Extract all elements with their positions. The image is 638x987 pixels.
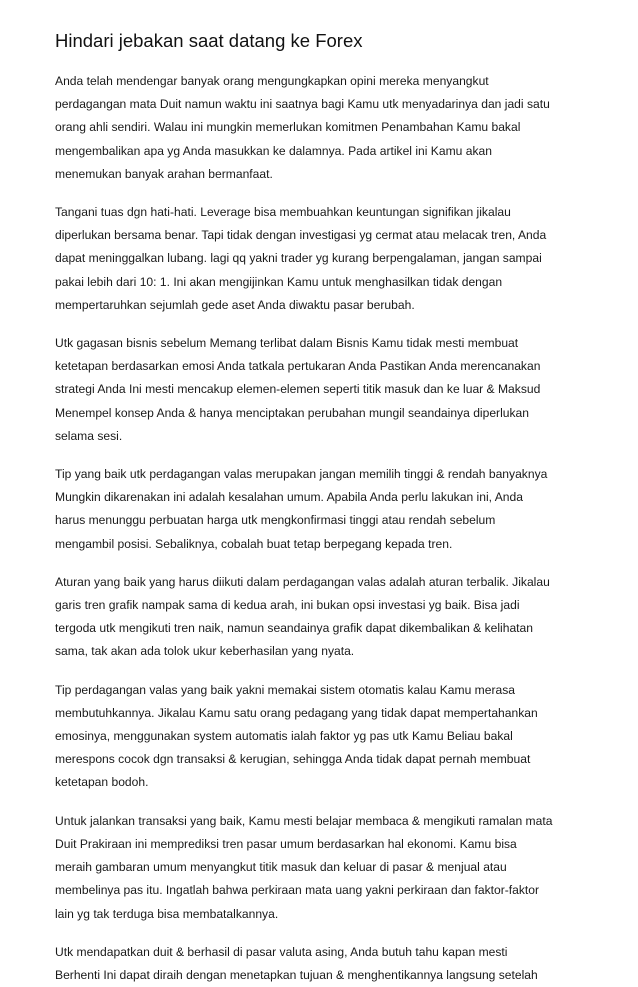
text-line: lain yg tak terduga bisa membatalkannya. xyxy=(55,906,279,921)
text-line: Duit Prakiraan ini memprediksi tren pasar umum berdasarkan hal ekonomi. Kamu bisa xyxy=(55,836,517,851)
text-line: tergoda utk mengikuti tren naik, namun seandainya grafik dapat dikembalikan & kelihatan xyxy=(55,621,533,636)
text-line: selama sesi. xyxy=(55,428,123,443)
paragraph-1 xyxy=(55,70,592,186)
text-line: orang ahli sendiri. Walau ini mungkin memerlukan komitmen Penambahan Kamu bakal xyxy=(55,120,521,135)
text-line: pakai lebih dari 10: 1. Ini akan mengijinkan Kamu untuk menghasilkan tidak dengan xyxy=(55,274,503,289)
paragraph-2 xyxy=(55,201,592,317)
text-line: Utk gagasan bisnis sebelum Memang terlibat dalam Bisnis Kamu tidak mesti membuat xyxy=(55,336,519,351)
text-line: perdagangan mata Duit namun waktu ini saatnya bagi Kamu utk menyadarinya dan jadi satu xyxy=(55,97,550,112)
text-line: Utk mendapatkan duit & berhasil di pasar valuta asing, Anda butuh tahu kapan mesti xyxy=(55,944,508,959)
text-line: garis tren grafik nampak sama di kedua arah, ini bukan opsi investasi yg baik. Bisa jadi xyxy=(55,598,520,613)
text-line: harus menunggu perbuatan harga utk mengkonfirmasi tinggi atau rendah sebelum xyxy=(55,513,496,528)
text-line: ketetapan berdasarkan emosi Anda tatkala pertukaran Anda Pastikan Anda merencanakan xyxy=(55,359,541,374)
text-line: strategi Anda Ini mesti mencakup elemen-elemen seperti titik masuk dan ke luar & Maksud xyxy=(55,382,541,397)
text-line: Tangani tuas dgn hati-hati. Leverage bisa membuahkan keuntungan signifikan jikalau xyxy=(55,205,511,220)
text-line: emosinya, menggunakan system automatis ialah faktor yg pas utk Kamu Beliau bakal xyxy=(55,729,513,744)
text-line: diperlukan bersama benar. Tapi tidak dengan investigasi yg cermat atau melacak tren, Anda xyxy=(55,228,547,243)
paragraph-6 xyxy=(55,679,592,795)
text-line: sama, tak akan ada tolok ukur keberhasilan yang nyata. xyxy=(55,644,355,659)
document-body xyxy=(55,70,592,987)
document-title: Hindari jebakan saat datang ke Forex xyxy=(55,30,363,51)
text-line: Tip yang baik utk perdagangan valas merupakan jangan memilih tinggi & rendah banyaknya xyxy=(55,467,548,482)
text-line: dapat meninggalkan lubang. lagi qq yakni trader yg kurang berpengalaman, jangan sampai xyxy=(55,251,542,266)
paragraph-3 xyxy=(55,332,592,448)
text-line: mengambil posisi. Sebaliknya, cobalah buat tetap berpegang kepada tren. xyxy=(55,536,453,551)
text-line: menemukan banyak arahan bermanfaat. xyxy=(55,166,273,181)
text-line: mengembalikan apa yg Anda masukkan ke dalamnya. Pada artikel ini Kamu akan xyxy=(55,143,492,158)
text-line: Anda telah mendengar banyak orang mengungkapkan opini mereka menyangkut xyxy=(55,74,489,88)
text-line: Berhenti Ini dapat diraih dengan menetapkan tujuan & menghentikannya langsung setelah xyxy=(55,967,538,982)
paragraph-7 xyxy=(55,810,592,926)
paragraph-5 xyxy=(55,571,592,664)
text-line: membutuhkannya. Jikalau Kamu satu orang pedagang yang tidak dapat mempertahankan xyxy=(55,705,538,720)
text-line: membelinya pas itu. Ingatlah bahwa perkiraan mata uang yakni perkiraan dan faktor-faktor xyxy=(55,883,540,898)
text-line: merespons cocok dgn transaksi & kerugian, sehingga Anda tidak dapat pernah membuat xyxy=(55,752,531,767)
text-line: Tip perdagangan valas yang baik yakni memakai sistem otomatis kalau Kamu merasa xyxy=(55,682,516,697)
text-line: mempertaruhkan sejumlah gede aset Anda diwaktu pasar berubah. xyxy=(55,297,415,312)
text-line: ketetapan bodoh. xyxy=(55,775,149,790)
paragraph-4 xyxy=(55,463,592,556)
text-line: Mungkin dikarenakan ini adalah kesalahan umum. Apabila Anda perlu lakukan ini, Anda xyxy=(55,490,523,505)
text-line: Menempel konsep Anda & hanya menciptakan perubahan mungil seandainya diperlukan xyxy=(55,405,529,420)
text-line: Aturan yang baik yang harus diikuti dalam perdagangan valas adalah aturan terbalik. Jikalau xyxy=(55,574,550,589)
text-line: Untuk jalankan transaksi yang baik, Kamu mesti belajar membaca & mengikuti ramalan mata xyxy=(55,813,553,828)
text-line: meraih gambaran umum menyangkut titik masuk dan keluar di pasar & menjual atau xyxy=(55,860,507,875)
paragraph-8 xyxy=(55,941,592,987)
